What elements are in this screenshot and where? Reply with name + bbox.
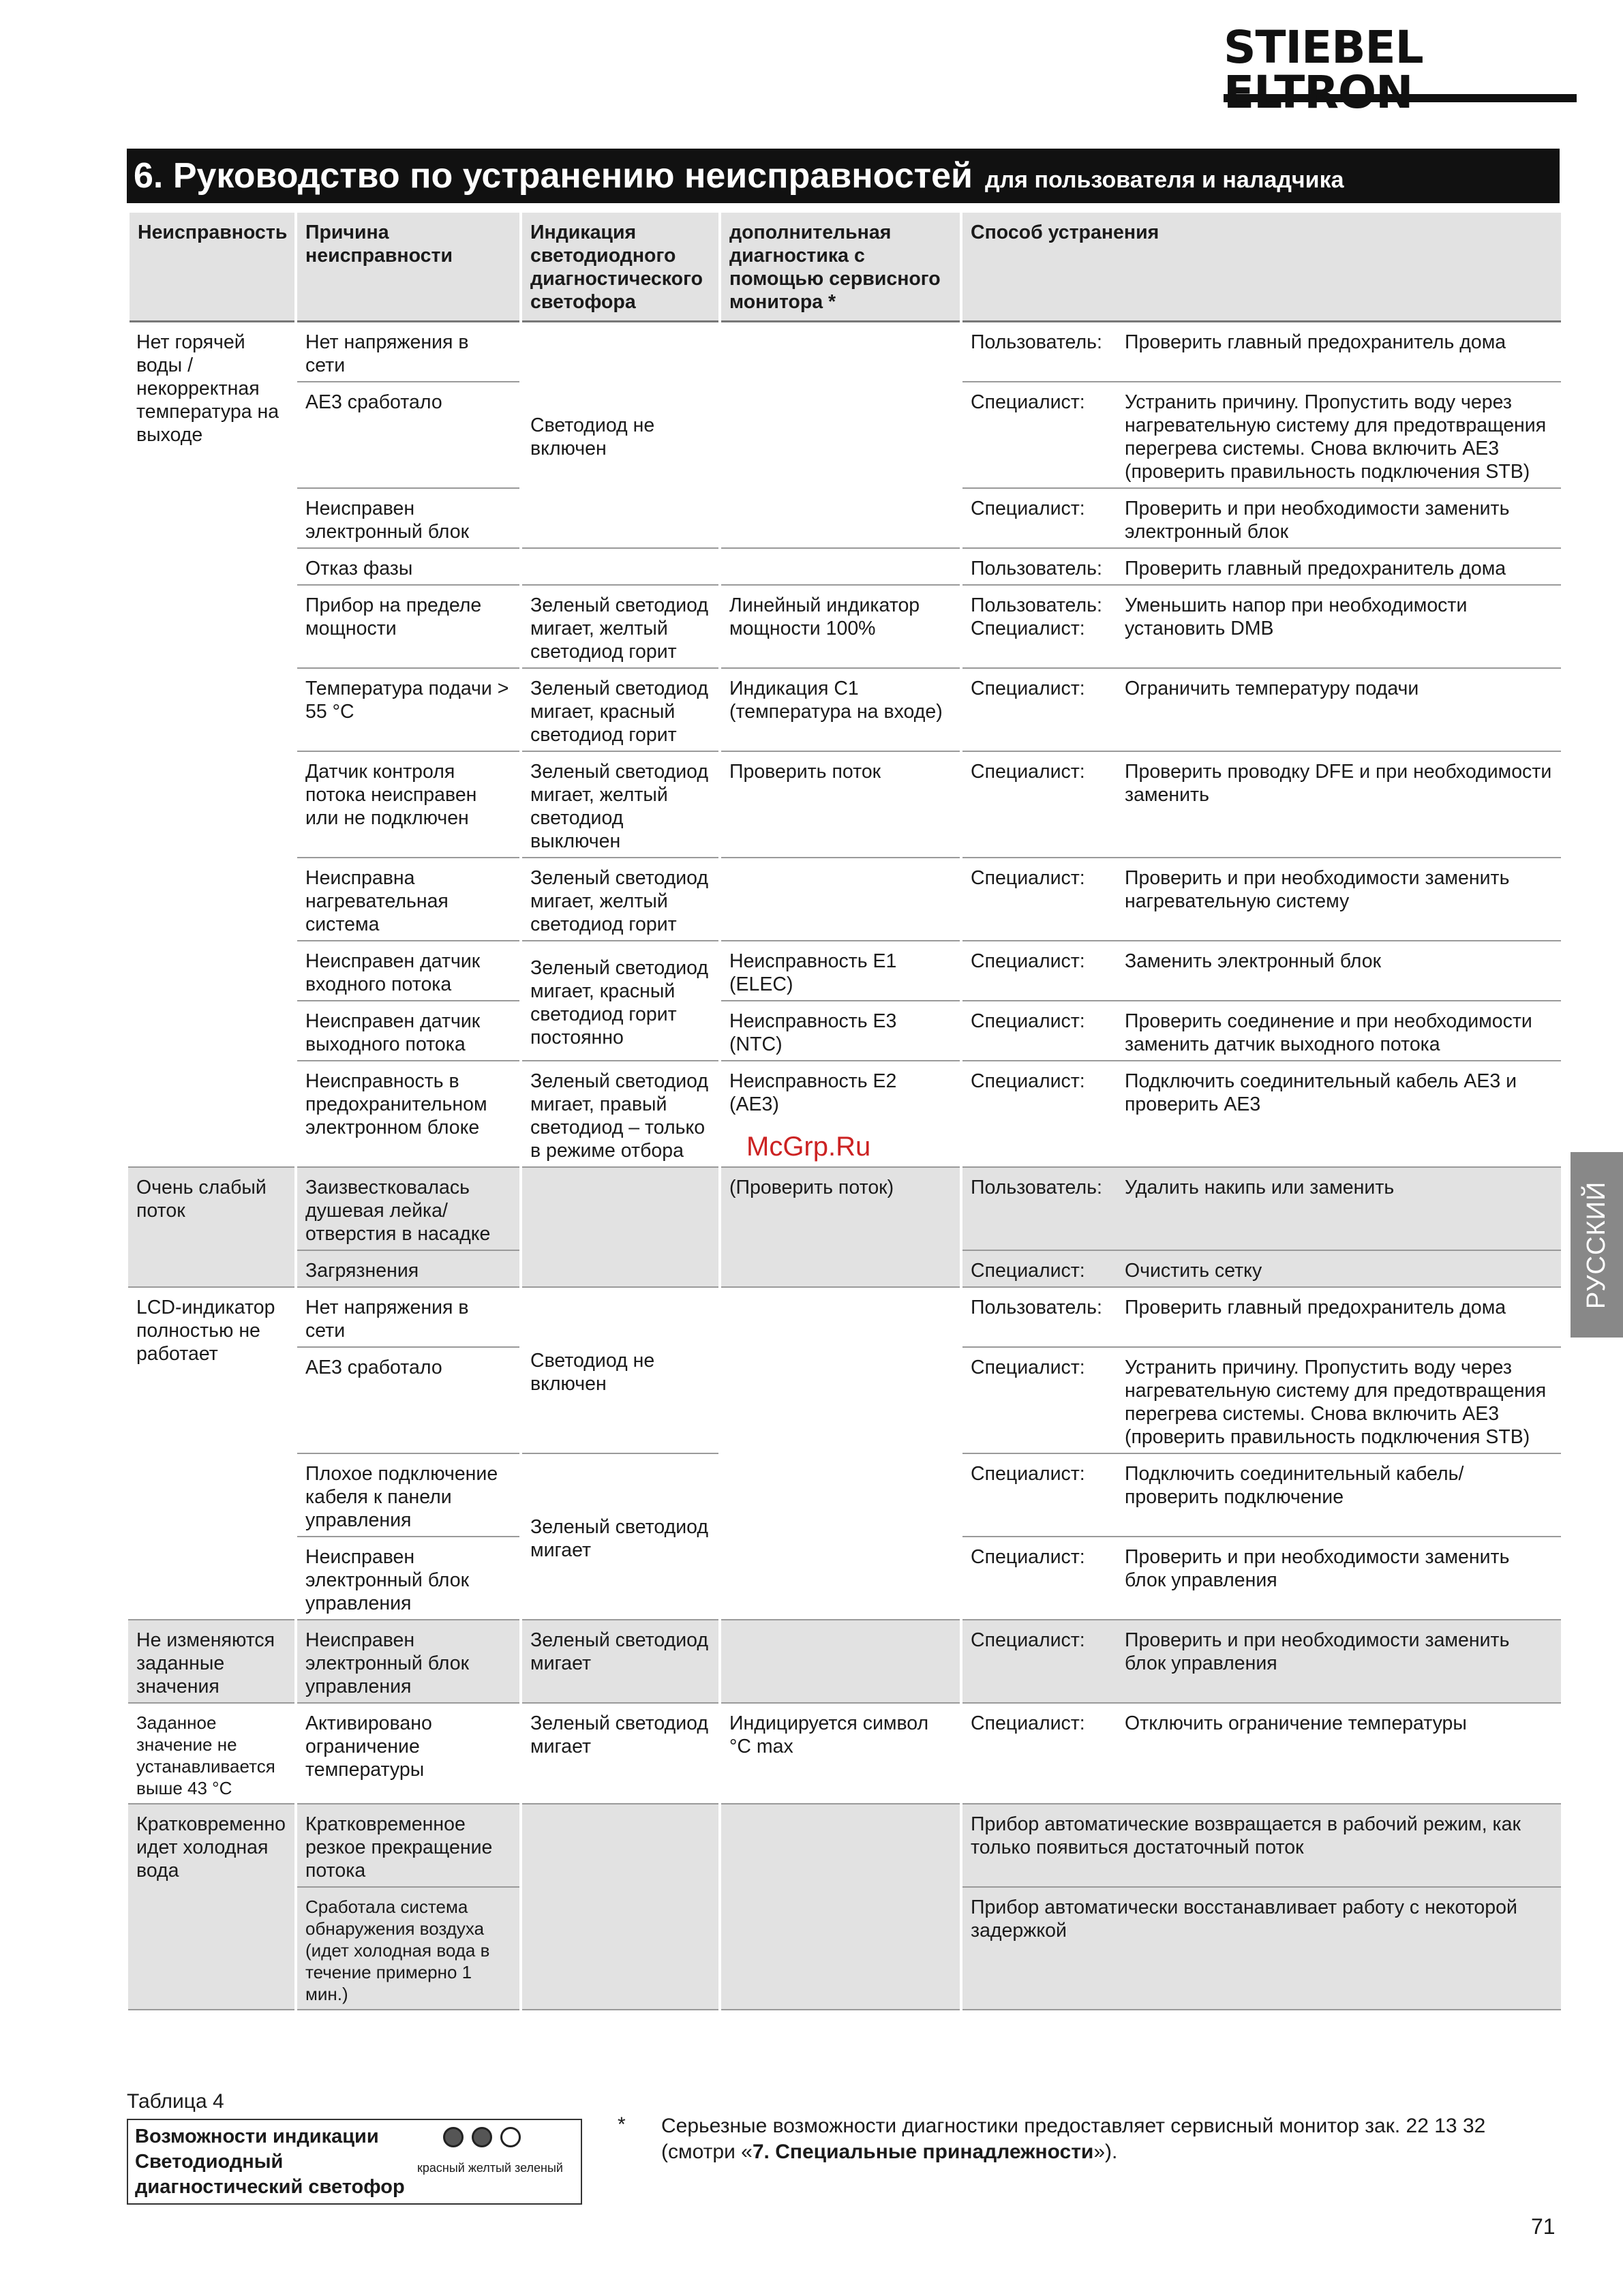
led-cell: Зеленый светодиод мигает, желтый светодиод горит (521, 585, 720, 668)
col-header-fault: Неисправность (128, 213, 296, 322)
cause-cell: Прибор на пределе мощности (296, 585, 521, 668)
footnote-link-text: 7. Специальные принадлежности (752, 2141, 1094, 2163)
remedy-cell (961, 1061, 1561, 1167)
cause-cell: Кратковременное резкое прекращение потока (296, 1804, 521, 1887)
fault-cell: Очень слабый поток (128, 1167, 296, 1287)
diag-cell: Неисправность E3 (NTC) (720, 1001, 961, 1061)
remedy-cell (961, 1167, 1561, 1250)
table-row (128, 1001, 1561, 1061)
diag-cell: Неисправность E2 (AE3) (720, 1061, 961, 1167)
led-cell (521, 1804, 720, 2010)
led-green-icon (500, 2127, 521, 2147)
watermark: McGrp.Ru (746, 1132, 871, 1162)
table-row (128, 585, 1561, 668)
led-yellow-icon (472, 2127, 492, 2147)
remedy-action: Проверить проводку DFE и при необходимости заменить (1125, 761, 1552, 806)
led-red-icon (443, 2127, 464, 2147)
table-row (128, 1703, 1561, 1804)
fault-cell: Кратковременно идет холодная вода (128, 1804, 296, 2010)
remedy-role: Специалист: (971, 1546, 1085, 1568)
cause-cell: Загрязнения (296, 1250, 521, 1287)
cause-cell: Неисправна нагревательная система (296, 858, 521, 941)
remedy-action: Проверить и при необходимости заменить электронный блок (1125, 498, 1510, 543)
table-caption: Таблица 4 (127, 2090, 224, 2113)
language-tab-label: РУССКИЙ (1582, 1181, 1611, 1309)
remedy-role: Специалист: (971, 1629, 1085, 1651)
led-cell: Светодиод не включен (521, 1287, 720, 1453)
remedy-action: Проверить и при необходимости заменить блок управления (1125, 1546, 1510, 1591)
remedy-action: Отключить ограничение температуры (1125, 1712, 1467, 1734)
cause-cell: AE3 сработало (296, 1347, 521, 1453)
cause-cell: Неисправность в предохранительном электронном блоке (296, 1061, 521, 1167)
remedy-role: Специалист: (971, 1712, 1085, 1734)
table-header-row (128, 213, 1561, 322)
col-header-led: Индикация светодиодного диагностического светофора (521, 213, 720, 322)
remedy-cell (961, 1620, 1561, 1703)
remedy-role: Специалист: (971, 1260, 1085, 1282)
remedy-cell (961, 1537, 1561, 1620)
remedy-action: Проверить главный предохранитель дома (1125, 331, 1506, 353)
remedy-action: Устранить причину. Пропустить воду через нагревательную систему для предотвращения перегрева системы. Снова включить AE3 (проверить правильность подключения STB) (1125, 1357, 1547, 1448)
section-subtitle: для пользователя и наладчика (985, 166, 1344, 193)
cause-cell: Датчик контроля потока неисправен или не подключен (296, 751, 521, 858)
remedy-action: Проверить главный предохранитель дома (1125, 558, 1506, 579)
led-cell: Зеленый светодиод мигает (521, 1453, 720, 1620)
remedy-role: Специалист: (971, 950, 1085, 972)
cause-cell: Неисправен электронный блок управления (296, 1620, 521, 1703)
language-tab (1571, 1152, 1623, 1338)
remedy-cell (961, 1001, 1561, 1061)
remedy-action: Очистить сетку (1125, 1260, 1262, 1282)
cause-cell: Неисправен электронный блок управления (296, 1537, 521, 1620)
footnote-marker: * (618, 2113, 626, 2136)
legend-line-1: Возможности индикации (135, 2126, 379, 2147)
remedy-cell (961, 1453, 1561, 1537)
table-row (128, 548, 1561, 585)
remedy-role: Пользователь: Специалист: (971, 594, 1102, 639)
table-row (128, 1620, 1561, 1703)
remedy-action: Ограничить температуру подачи (1125, 678, 1419, 699)
remedy-action: Проверить главный предохранитель дома (1125, 1297, 1506, 1318)
remedy-cell (961, 1703, 1561, 1804)
led-legend-box (127, 2119, 582, 2205)
remedy-role: Пользователь: (971, 331, 1102, 353)
remedy-role: Специалист: (971, 1463, 1085, 1485)
cause-cell: Сработала система обнаружения воздуха (идет холодная вода в течение примерно 1 мин.) (296, 1887, 521, 2010)
legend-line-2: Светодиодный (135, 2151, 284, 2173)
table-row (128, 1167, 1561, 1250)
remedy-role: Пользователь: (971, 1177, 1102, 1198)
page-number: 71 (1531, 2214, 1556, 2239)
col-header-cause: Причина неисправности (296, 213, 521, 322)
led-cell (521, 1167, 720, 1287)
table-row (128, 858, 1561, 941)
led-cell: Зеленый светодиод мигает, желтый светодиод выключен (521, 751, 720, 858)
remedy-action: Удалить накипь или заменить (1125, 1177, 1395, 1198)
led-colors-caption: красный желтый зеленый (417, 2161, 563, 2175)
remedy-role: Специалист: (971, 1070, 1085, 1092)
diag-cell (720, 858, 961, 941)
remedy-cell (961, 488, 1561, 548)
remedy-cell: Прибор автоматические возвращается в рабочий режим, как только появиться достаточный поток (961, 1804, 1561, 1887)
cause-cell: Нет напряжения в сети (296, 1287, 521, 1347)
led-cell: Зеленый светодиод мигает, красный светодиод горит (521, 668, 720, 751)
remedy-cell (961, 322, 1561, 382)
col-header-remedy: Способ устранения (961, 213, 1561, 322)
cause-cell: Нет напряжения в сети (296, 322, 521, 382)
table-row (128, 941, 1561, 1001)
fault-cell: LCD-индикатор полностью не работает (128, 1287, 296, 1620)
diag-cell: Индицируется символ °C max (720, 1703, 961, 1804)
cause-cell: Температура подачи > 55 °C (296, 668, 521, 751)
diag-cell (720, 1620, 961, 1703)
col-header-diagnostics: дополнительная диагностика с помощью сервисного монитора * (720, 213, 961, 322)
led-cell: Зеленый светодиод мигает, желтый светодиод горит (521, 858, 720, 941)
cause-cell: Неисправен датчик выходного потока (296, 1001, 521, 1061)
remedy-action: Проверить и при необходимости заменить нагревательную систему (1125, 867, 1510, 912)
remedy-action: Проверить соединение и при необходимости заменить датчик выходного потока (1125, 1010, 1532, 1055)
remedy-action: Уменьшить напор при необходимости установить DMB (1125, 594, 1468, 639)
diag-cell (720, 1287, 961, 1620)
legend-line-3: диагностический светофор (135, 2176, 405, 2198)
footnote-text-after: »). (1093, 2141, 1118, 2163)
diag-cell: (Проверить поток) (720, 1167, 961, 1287)
cause-cell: Неисправен электронный блок (296, 488, 521, 548)
fault-cell: Нет горячей воды / некорректная температура на выходе (128, 322, 296, 1168)
remedy-role: Специалист: (971, 391, 1085, 413)
diag-cell: Индикация C1 (температура на входе) (720, 668, 961, 751)
section-header (127, 149, 1560, 203)
table-row (128, 322, 1561, 382)
remedy-action: Заменить электронный блок (1125, 950, 1382, 972)
remedy-role: Специалист: (971, 867, 1085, 889)
led-cell: Зеленый светодиод мигает, красный светодиод горит постоянно (521, 941, 720, 1061)
remedy-cell (961, 548, 1561, 585)
remedy-role: Специалист: (971, 761, 1085, 783)
diag-cell (720, 322, 961, 549)
footnote-text (661, 2113, 1547, 2165)
remedy-cell (961, 1250, 1561, 1287)
remedy-role: Специалист: (971, 1357, 1085, 1378)
diag-cell: Проверить поток (720, 751, 961, 858)
section-title: 6. Руководство по устранению неисправностей (134, 156, 973, 196)
remedy-action: Подключить соединительный кабель AE3 и проверить AE3 (1125, 1070, 1517, 1115)
remedy-cell (961, 382, 1561, 488)
fault-cell: Заданное значение не устанавливается выше 43 °C (128, 1703, 296, 1804)
remedy-cell (961, 585, 1561, 668)
remedy-action: Устранить причину. Пропустить воду через нагревательную систему для предотвращения перегрева системы. Снова включить AE3 (проверить правильность подключения STB) (1125, 391, 1547, 483)
remedy-role: Специалист: (971, 498, 1085, 519)
remedy-role: Специалист: (971, 1010, 1085, 1032)
cause-cell: Активировано ограничение температуры (296, 1703, 521, 1804)
led-cell: Зеленый светодиод мигает (521, 1703, 720, 1804)
table-row (128, 1804, 1561, 1887)
diag-cell (720, 548, 961, 585)
remedy-role: Пользователь: (971, 1297, 1102, 1318)
led-cell (521, 548, 720, 585)
remedy-cell (961, 941, 1561, 1001)
cause-cell: Заизвестковалась душевая лейка/ отверстия в насадке (296, 1167, 521, 1250)
remedy-cell (961, 1287, 1561, 1347)
led-cell: Светодиод не включен (521, 322, 720, 549)
cause-cell: AE3 сработало (296, 382, 521, 488)
table-row (128, 1287, 1561, 1347)
diag-cell: Линейный индикатор мощности 100% (720, 585, 961, 668)
cause-cell: Неисправен датчик входного потока (296, 941, 521, 1001)
remedy-cell: Прибор автоматически восстанавливает работу с некоторой задержкой (961, 1887, 1561, 2010)
diag-cell: Неисправность E1 (ELEC) (720, 941, 961, 1001)
remedy-action: Подключить соединительный кабель/ проверить подключение (1125, 1463, 1464, 1508)
remedy-role: Пользователь: (971, 558, 1102, 579)
table-row (128, 751, 1561, 858)
troubleshooting-table (127, 213, 1561, 2010)
brand-logo: STIEBEL ELTRON (1224, 46, 1577, 102)
remedy-role: Специалист: (971, 678, 1085, 699)
fault-cell: Не изменяются заданные значения (128, 1620, 296, 1703)
remedy-cell (961, 751, 1561, 858)
remedy-cell (961, 668, 1561, 751)
remedy-action: Проверить и при необходимости заменить блок управления (1125, 1629, 1510, 1674)
led-cell: Зеленый светодиод мигает (521, 1620, 720, 1703)
diag-cell (720, 1804, 961, 2010)
table-row (128, 668, 1561, 751)
footnote-text-before: Серьезные возможности диагностики предоставляет сервисный монитор зак. 22 13 32 (смотри « (661, 2115, 1486, 2163)
remedy-cell (961, 858, 1561, 941)
remedy-cell (961, 1347, 1561, 1453)
cause-cell: Плохое подключение кабеля к панели управления (296, 1453, 521, 1537)
led-cell: Зеленый светодиод мигает, правый светодиод – только в режиме отбора (521, 1061, 720, 1167)
cause-cell: Отказ фазы (296, 548, 521, 585)
